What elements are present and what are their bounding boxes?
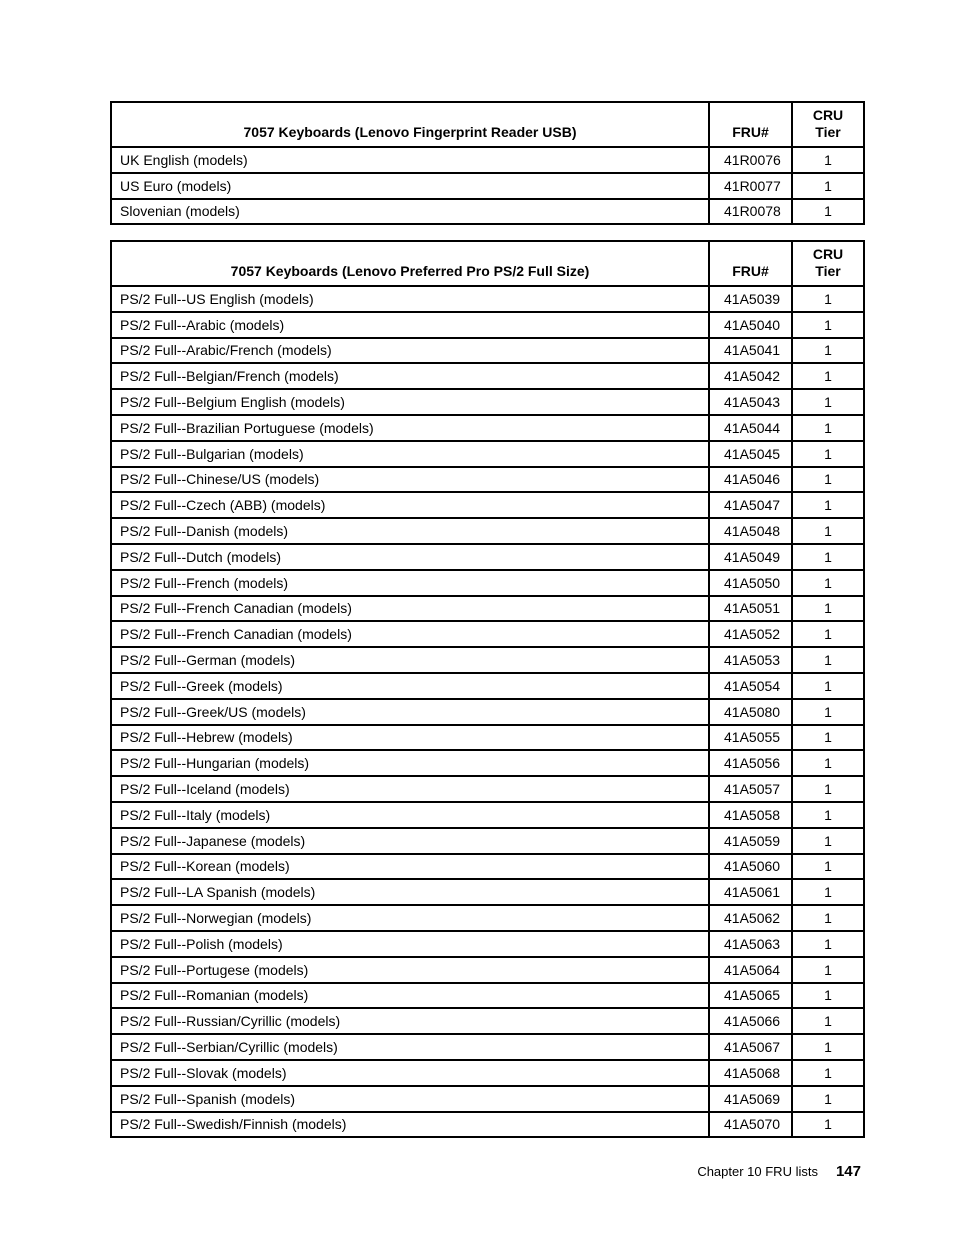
fru-table-ps2-full-size [110,240,865,1138]
cell-cru-tier: 1 [792,983,864,1009]
cell-fru-number: 41A5066 [709,1008,792,1034]
column-header-description: 7057 Keyboards (Lenovo Preferred Pro PS/2 Full Size) [111,241,709,286]
cell-description: PS/2 Full--Hebrew (models) [111,725,709,751]
cell-cru-tier: 1 [792,673,864,699]
cell-description: PS/2 Full--Dutch (models) [111,544,709,570]
cell-fru-number: 41A5056 [709,750,792,776]
table-header-row [111,241,864,286]
cell-cru-tier: 1 [792,596,864,622]
fru-table-fingerprint-usb [110,101,865,225]
tier-label: Tier [815,124,841,140]
table-row [111,1008,864,1034]
chapter-label: Chapter 10 FRU lists [697,1164,818,1179]
column-header-fru: FRU# [709,102,792,147]
table-row [111,1034,864,1060]
cell-cru-tier: 1 [792,199,864,225]
cell-fru-number: 41A5059 [709,828,792,854]
cell-cru-tier: 1 [792,1112,864,1138]
table-body [111,286,864,1137]
cell-cru-tier: 1 [792,338,864,364]
cell-cru-tier: 1 [792,492,864,518]
cru-label: CRU [812,107,844,123]
cell-description: PS/2 Full--Belgian/French (models) [111,363,709,389]
cell-description: PS/2 Full--German (models) [111,647,709,673]
cell-cru-tier: 1 [792,854,864,880]
table-row [111,1112,864,1138]
cell-cru-tier: 1 [792,1008,864,1034]
cell-cru-tier: 1 [792,173,864,199]
cell-fru-number: 41A5064 [709,957,792,983]
cell-cru-tier: 1 [792,621,864,647]
table-row [111,621,864,647]
cell-fru-number: 41A5058 [709,802,792,828]
cell-fru-number: 41A5051 [709,596,792,622]
table-row [111,905,864,931]
cell-fru-number: 41A5042 [709,363,792,389]
table-row [111,879,864,905]
cell-cru-tier: 1 [792,147,864,173]
table-row [111,750,864,776]
cell-cru-tier: 1 [792,1086,864,1112]
table-row [111,173,864,199]
table-row [111,544,864,570]
table-row [111,854,864,880]
table-row [111,147,864,173]
table-row [111,699,864,725]
table-row [111,647,864,673]
table-row [111,673,864,699]
cell-description: PS/2 Full--LA Spanish (models) [111,879,709,905]
cell-fru-number: 41R0078 [709,199,792,225]
table-row [111,570,864,596]
cell-description: PS/2 Full--Norwegian (models) [111,905,709,931]
table-row [111,1060,864,1086]
cell-description: PS/2 Full--French Canadian (models) [111,621,709,647]
cell-cru-tier: 1 [792,363,864,389]
cell-fru-number: 41A5043 [709,389,792,415]
cell-description: PS/2 Full--Arabic/French (models) [111,338,709,364]
cell-cru-tier: 1 [792,312,864,338]
cell-fru-number: 41A5062 [709,905,792,931]
cell-fru-number: 41A5046 [709,467,792,493]
page-number: 147 [835,1163,861,1180]
cell-description: PS/2 Full--Italy (models) [111,802,709,828]
cell-description: PS/2 Full--Brazilian Portuguese (models) [111,415,709,441]
cell-description: PS/2 Full--Spanish (models) [111,1086,709,1112]
cell-description: PS/2 Full--Arabic (models) [111,312,709,338]
cell-description: PS/2 Full--Iceland (models) [111,776,709,802]
table-body [111,147,864,224]
cell-description: PS/2 Full--Korean (models) [111,854,709,880]
cell-cru-tier: 1 [792,699,864,725]
cell-cru-tier: 1 [792,750,864,776]
cell-cru-tier: 1 [792,802,864,828]
cell-description: PS/2 Full--Romanian (models) [111,983,709,1009]
table-row [111,389,864,415]
table-row [111,338,864,364]
cru-label: CRU [812,246,844,262]
cell-fru-number: 41A5044 [709,415,792,441]
cell-description: US Euro (models) [111,173,709,199]
table-row [111,596,864,622]
cell-fru-number: 41A5069 [709,1086,792,1112]
cell-cru-tier: 1 [792,286,864,312]
cell-fru-number: 41A5060 [709,854,792,880]
cell-fru-number: 41R0076 [709,147,792,173]
cell-cru-tier: 1 [792,544,864,570]
table-row [111,467,864,493]
cell-fru-number: 41A5054 [709,673,792,699]
cell-cru-tier: 1 [792,828,864,854]
cell-fru-number: 41A5040 [709,312,792,338]
cell-fru-number: 41A5070 [709,1112,792,1138]
cell-fru-number: 41A5057 [709,776,792,802]
cell-fru-number: 41A5041 [709,338,792,364]
table-row [111,1086,864,1112]
cell-fru-number: 41A5061 [709,879,792,905]
cell-cru-tier: 1 [792,957,864,983]
cell-cru-tier: 1 [792,879,864,905]
cell-description: PS/2 Full--Serbian/Cyrillic (models) [111,1034,709,1060]
cell-description: PS/2 Full--Bulgarian (models) [111,441,709,467]
cell-fru-number: 41A5080 [709,699,792,725]
cell-description: PS/2 Full--US English (models) [111,286,709,312]
table-row [111,492,864,518]
cell-description: PS/2 Full--Danish (models) [111,518,709,544]
cell-cru-tier: 1 [792,905,864,931]
cell-description: PS/2 Full--French (models) [111,570,709,596]
cell-cru-tier: 1 [792,518,864,544]
cell-cru-tier: 1 [792,931,864,957]
cell-description: PS/2 Full--Belgium English (models) [111,389,709,415]
cell-fru-number: 41R0077 [709,173,792,199]
column-header-cru-tier [792,102,864,147]
cell-fru-number: 41A5048 [709,518,792,544]
cell-description: Slovenian (models) [111,199,709,225]
cell-cru-tier: 1 [792,725,864,751]
cell-description: PS/2 Full--Greek/US (models) [111,699,709,725]
cell-cru-tier: 1 [792,647,864,673]
cell-description: PS/2 Full--French Canadian (models) [111,596,709,622]
cell-cru-tier: 1 [792,415,864,441]
tier-label: Tier [815,263,841,279]
cell-cru-tier: 1 [792,467,864,493]
cell-cru-tier: 1 [792,389,864,415]
cell-description: PS/2 Full--Russian/Cyrillic (models) [111,1008,709,1034]
table-row [111,199,864,225]
table-header-row [111,102,864,147]
column-header-description: 7057 Keyboards (Lenovo Fingerprint Reader USB) [111,102,709,147]
cell-description: PS/2 Full--Japanese (models) [111,828,709,854]
cell-description: PS/2 Full--Hungarian (models) [111,750,709,776]
cell-fru-number: 41A5045 [709,441,792,467]
cell-fru-number: 41A5068 [709,1060,792,1086]
table-row [111,312,864,338]
table-row [111,363,864,389]
cell-fru-number: 41A5055 [709,725,792,751]
cell-description: PS/2 Full--Swedish/Finnish (models) [111,1112,709,1138]
table-row [111,828,864,854]
cell-fru-number: 41A5047 [709,492,792,518]
cell-fru-number: 41A5065 [709,983,792,1009]
cell-description: PS/2 Full--Polish (models) [111,931,709,957]
cell-cru-tier: 1 [792,1034,864,1060]
column-header-cru-tier [792,241,864,286]
table-row [111,957,864,983]
table-row [111,286,864,312]
table-row [111,415,864,441]
cell-fru-number: 41A5050 [709,570,792,596]
cell-fru-number: 41A5052 [709,621,792,647]
cell-fru-number: 41A5067 [709,1034,792,1060]
cell-description: UK English (models) [111,147,709,173]
cell-fru-number: 41A5049 [709,544,792,570]
cell-description: PS/2 Full--Portugese (models) [111,957,709,983]
cell-description: PS/2 Full--Greek (models) [111,673,709,699]
cell-cru-tier: 1 [792,776,864,802]
cell-cru-tier: 1 [792,570,864,596]
table-row [111,518,864,544]
cell-cru-tier: 1 [792,1060,864,1086]
table-row [111,776,864,802]
table-row [111,441,864,467]
column-header-fru: FRU# [709,241,792,286]
table-row [111,931,864,957]
page-footer [697,1163,861,1180]
cell-fru-number: 41A5053 [709,647,792,673]
table-row [111,983,864,1009]
table-row [111,725,864,751]
cell-description: PS/2 Full--Chinese/US (models) [111,467,709,493]
cell-cru-tier: 1 [792,441,864,467]
cell-description: PS/2 Full--Slovak (models) [111,1060,709,1086]
cell-description: PS/2 Full--Czech (ABB) (models) [111,492,709,518]
cell-fru-number: 41A5039 [709,286,792,312]
cell-fru-number: 41A5063 [709,931,792,957]
table-row [111,802,864,828]
